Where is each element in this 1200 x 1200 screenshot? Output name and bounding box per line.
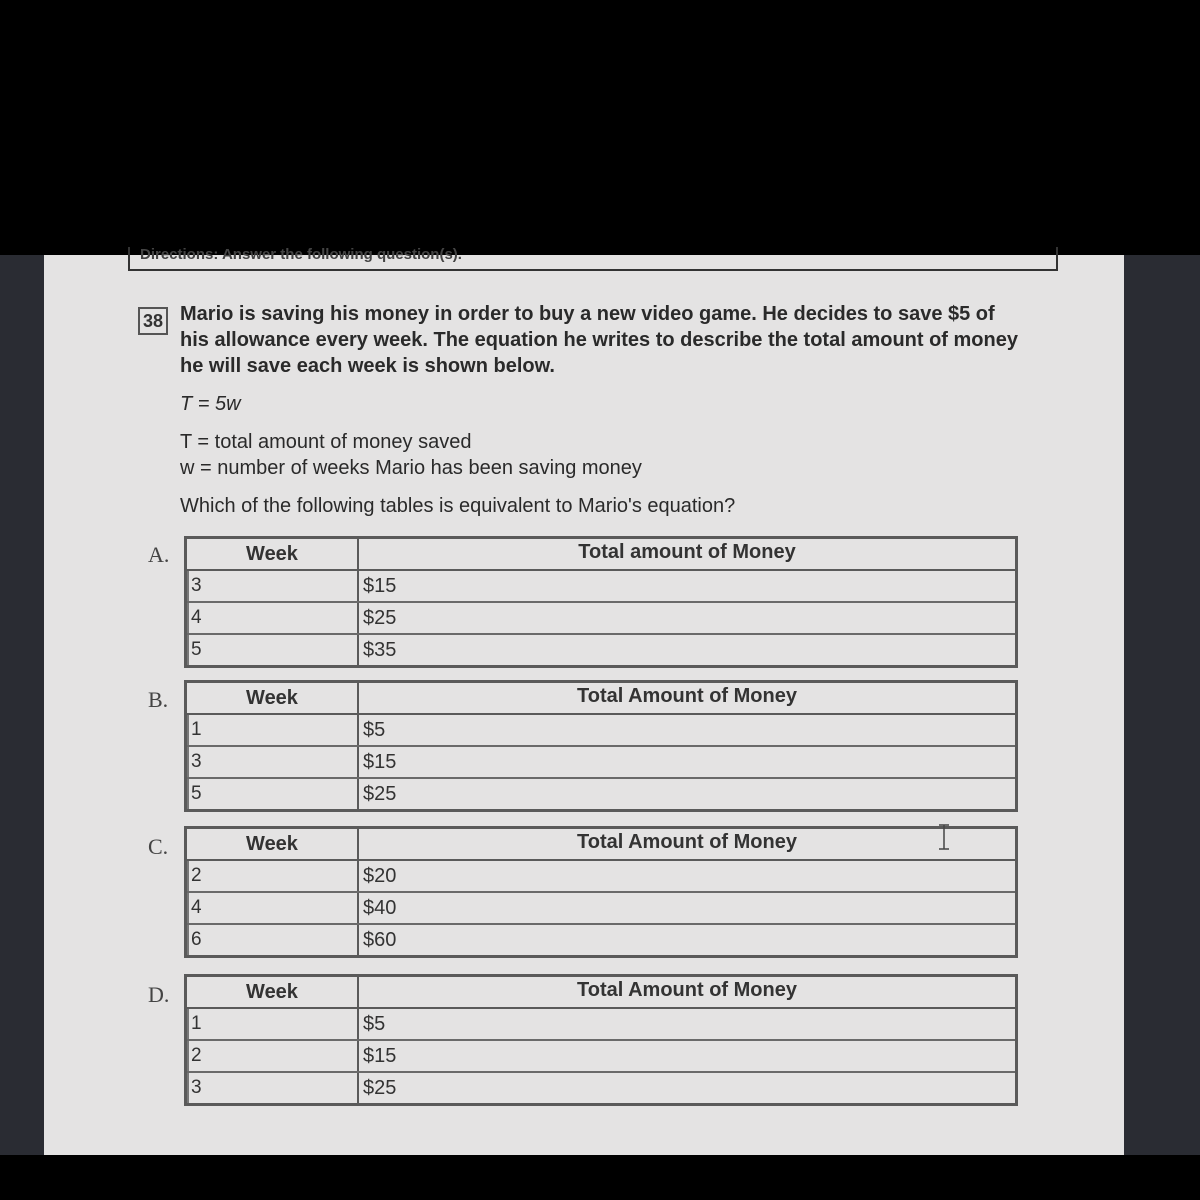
- definition-t: T = total amount of money saved: [180, 431, 472, 453]
- table-row: [187, 635, 1015, 665]
- week-cell: 6: [187, 925, 359, 955]
- table-row: [187, 603, 1015, 635]
- header-total: Total amount of Money: [578, 541, 796, 563]
- week-cell: 3: [187, 1073, 359, 1103]
- total-cell: $5: [363, 719, 386, 741]
- worksheet-page: [44, 246, 1124, 1155]
- total-cell: $35: [363, 639, 397, 661]
- total-cell: $15: [363, 1045, 397, 1067]
- header-total: Total Amount of Money: [577, 685, 797, 707]
- equation-text: T = 5w: [180, 393, 241, 415]
- total-cell: $5: [363, 1013, 386, 1035]
- week-cell: 4: [187, 893, 359, 923]
- header-total: Total Amount of Money: [577, 831, 797, 853]
- table-row: [187, 893, 1015, 925]
- table-row: [187, 1009, 1015, 1041]
- table-header: [187, 539, 1015, 571]
- header-week: Week: [187, 829, 359, 859]
- table-row: [187, 715, 1015, 747]
- total-cell: $25: [363, 1077, 397, 1099]
- option-c-letter[interactable]: C.: [148, 834, 169, 859]
- table-header: [187, 977, 1015, 1009]
- text-cursor-icon: [937, 824, 951, 850]
- directions-banner: Directions: Answer the following question(s).: [128, 247, 1058, 271]
- week-cell: 3: [187, 571, 359, 601]
- variable-definitions: [180, 429, 642, 481]
- option-a-table[interactable]: [184, 536, 1018, 668]
- table-row: [187, 861, 1015, 893]
- equation: [180, 393, 241, 416]
- total-cell: $15: [363, 751, 397, 773]
- table-row: [187, 747, 1015, 779]
- option-d-letter[interactable]: D.: [148, 982, 170, 1007]
- option-a-letter[interactable]: A.: [148, 542, 170, 567]
- header-total: Total Amount of Money: [577, 979, 797, 1001]
- week-cell: 2: [187, 861, 359, 891]
- week-cell: 5: [187, 635, 359, 665]
- week-cell: 5: [187, 779, 359, 809]
- table-header: [187, 829, 1015, 861]
- total-cell: $25: [363, 783, 397, 805]
- table-row: [187, 925, 1015, 955]
- week-cell: 2: [187, 1041, 359, 1071]
- question-text: Mario is saving his money in order to buy a new video game. He decides to save $5 of his allowance every week. The equation he writes to describe the total amount of money he will save each week is shown below.: [180, 303, 1018, 377]
- total-cell: $40: [363, 897, 397, 919]
- week-cell: 4: [187, 603, 359, 633]
- question-prompt: Which of the following tables is equivalent to Mario's equation?: [180, 495, 736, 517]
- question-number: 38: [138, 307, 168, 335]
- header-week: Week: [187, 977, 359, 1007]
- total-cell: $15: [363, 575, 397, 597]
- table-header: [187, 683, 1015, 715]
- option-b-table[interactable]: [184, 680, 1018, 812]
- week-cell: 1: [187, 1009, 359, 1039]
- definition-w: w = number of weeks Mario has been saving money: [180, 457, 642, 479]
- week-cell: 3: [187, 747, 359, 777]
- total-cell: $25: [363, 607, 397, 629]
- header-week: Week: [187, 539, 359, 569]
- total-cell: $20: [363, 865, 397, 887]
- table-row: [187, 1073, 1015, 1103]
- header-week: Week: [187, 683, 359, 713]
- table-row: [187, 1041, 1015, 1073]
- option-c-table[interactable]: [184, 826, 1018, 958]
- total-cell: $60: [363, 929, 397, 951]
- option-b-letter[interactable]: B.: [148, 687, 169, 712]
- table-row: [187, 779, 1015, 809]
- week-cell: 1: [187, 715, 359, 745]
- option-d-table[interactable]: [184, 974, 1018, 1106]
- table-row: [187, 571, 1015, 603]
